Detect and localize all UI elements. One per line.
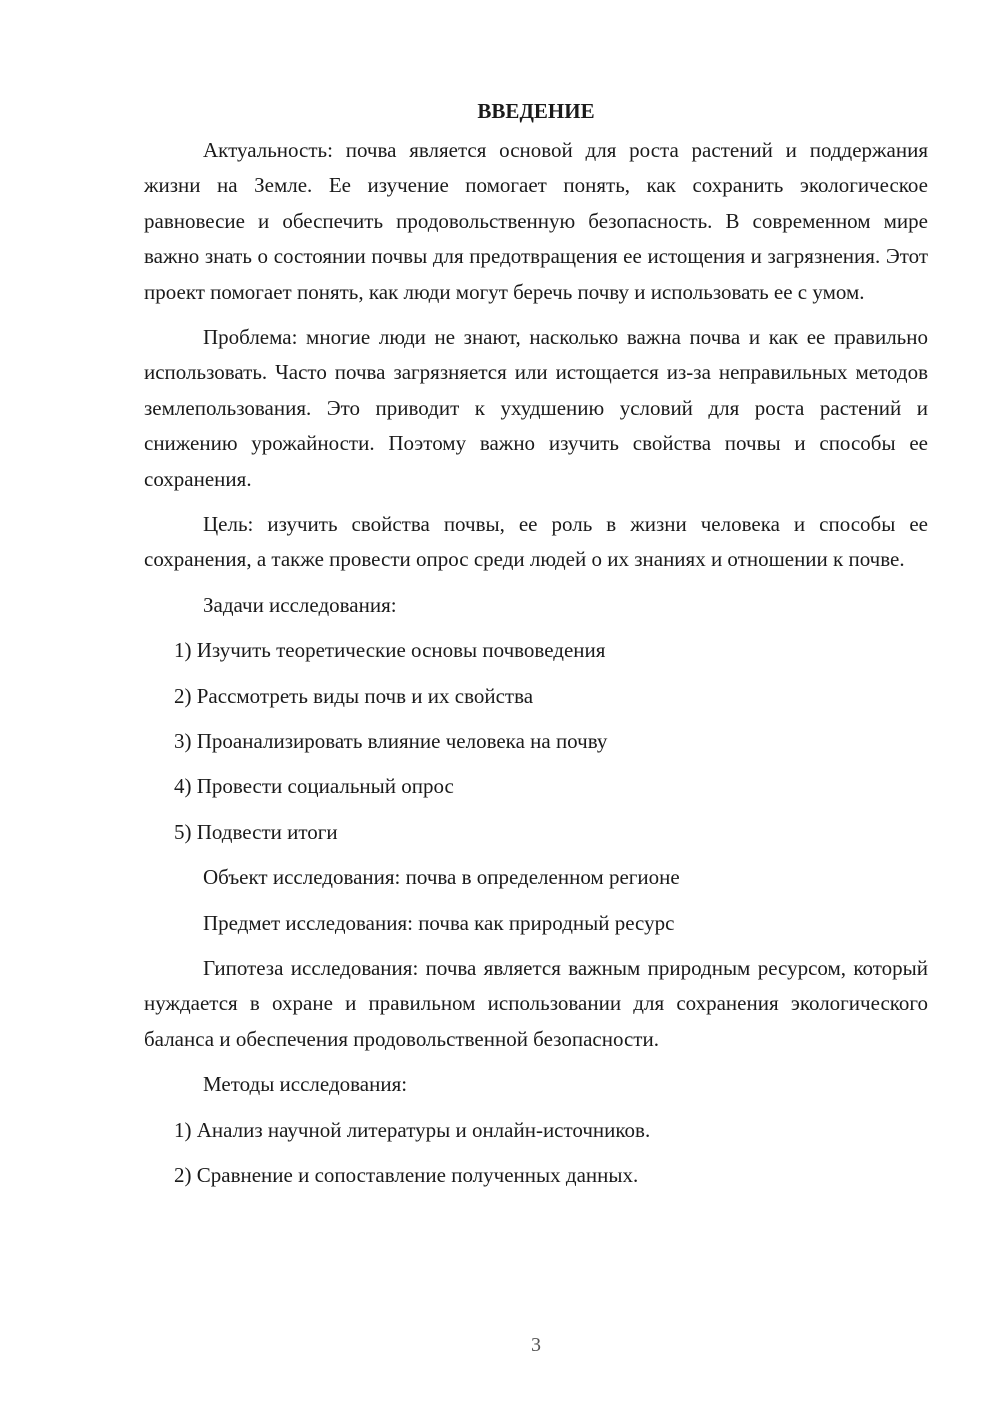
method-item: 2) Сравнение и сопоставление полученных данных. (174, 1163, 639, 1187)
research-object: Объект исследования: почва в определенном регионе (203, 865, 680, 890)
problem-paragraph: Проблема: многие люди не знают, насколько важна почва и как ее правильно использовать. Часто почва загрязняется или истощается из-за неправильных методов землепользования. Это приводит к ухудшению условий для роста растений и снижению урожайности. Поэтому важно изучить свойства почвы и способы ее сохранения. (144, 325, 928, 491)
method-item: 1) Анализ научной литературы и онлайн-источников. (174, 1117, 651, 1142)
task-item: 3) Проанализировать влияние человека на почву (174, 729, 608, 754)
task-item: 2) Рассмотреть виды почв и их свойства (174, 683, 534, 708)
goal-paragraph: Цель: изучить свойства почвы, ее роль в жизни человека и способы ее сохранения, а также провести опрос среди людей о их знаниях и отношении к почве. (144, 512, 928, 572)
section-title: ВВЕДЕНИЕ (477, 99, 595, 123)
task-item: 4) Провести социальный опрос (174, 774, 454, 799)
relevance-paragraph: Актуальность: почва является основой для роста растений и поддержания жизни на Земле. Ее изучение помогает понять, как сохранить экологическое равновесие и обеспечить продовольственную безопасность. В современном мире важно знать о состоянии почвы для предотвращения ее истощения и загрязнения. Этот проект помогает понять, как люди могут беречь почву и использовать ее с умом. (144, 138, 928, 304)
page-number: 3 (531, 1334, 541, 1356)
page-content (144, 96, 928, 1203)
tasks-heading: Задачи исследования: (203, 592, 397, 617)
task-item: 1) Изучить теоретические основы почвоведения (174, 638, 606, 663)
task-item: 5) Подвести итоги (174, 819, 338, 844)
hypothesis-paragraph: Гипотеза исследования: почва является важным природным ресурсом, который нуждается в охране и правильном использовании для сохранения экологического баланса и обеспечения продовольственной безопасности. (144, 956, 928, 1051)
methods-heading: Методы исследования: (203, 1072, 408, 1097)
research-subject: Предмет исследования: почва как природный ресурс (203, 910, 675, 935)
